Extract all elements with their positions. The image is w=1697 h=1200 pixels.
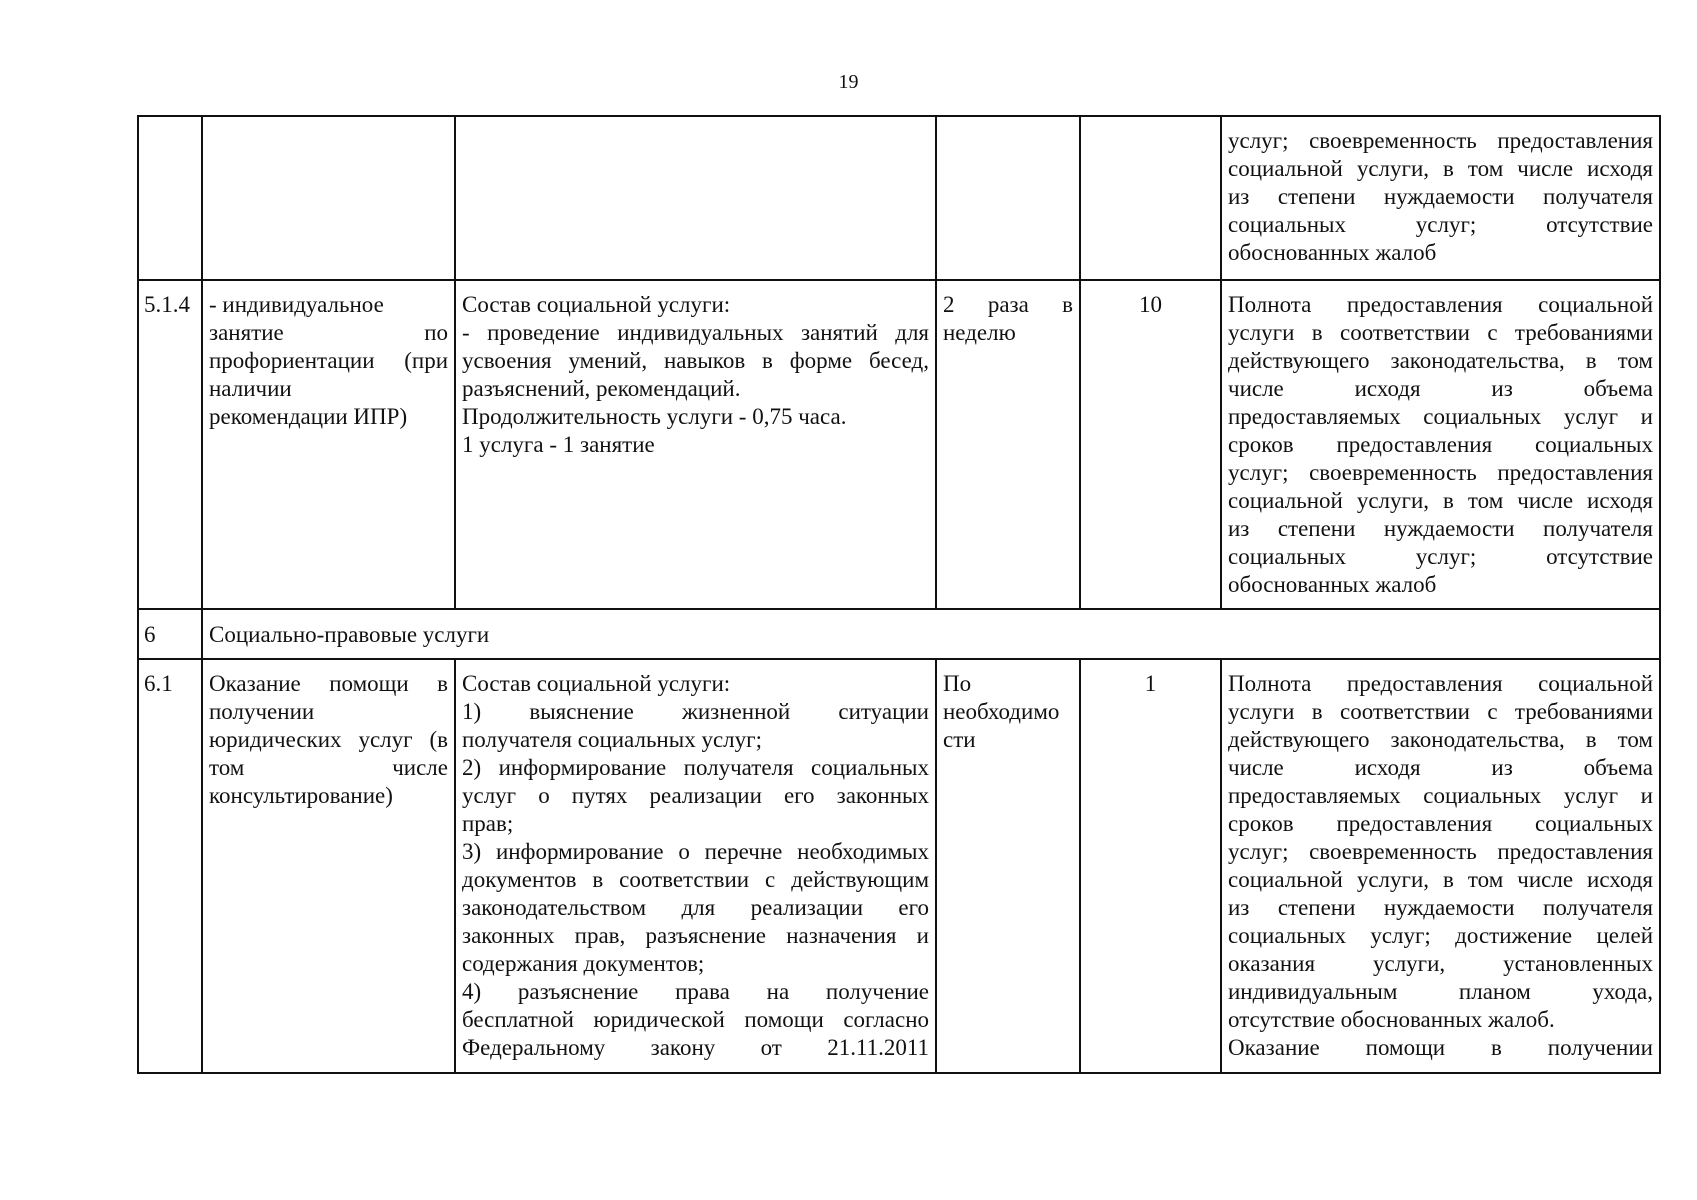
cell-quality — [1221, 659, 1660, 1073]
quality-line: социальной услуги, в том числе исходя — [1228, 488, 1653, 513]
content-line: законных прав, разъяснение назначения и — [462, 923, 929, 948]
table-row — [138, 659, 1660, 1073]
name-line: получении — [209, 699, 315, 724]
period-line: сти — [943, 727, 976, 752]
quality-line: услуг; своевременность предоставления — [1228, 839, 1653, 864]
quality-line: социальных услуг; отсутствие — [1228, 212, 1653, 237]
cell-period — [936, 659, 1080, 1073]
name-line: занятие по — [209, 320, 448, 345]
quality-line: услуг; своевременность предоставления — [1228, 128, 1653, 153]
quality-line: Полнота предоставления социальной — [1228, 292, 1653, 317]
content-line: Продолжительность услуги - 0,75 часа. — [462, 404, 847, 429]
content-line: услуг о путях реализации его законных — [462, 783, 929, 808]
quality-line: оказания услуги, установленных — [1228, 951, 1653, 976]
name-line: том числе — [209, 755, 448, 780]
cell-number: 5.1.4 — [138, 280, 202, 609]
cell-period — [936, 116, 1080, 280]
cell-service-name — [202, 116, 455, 280]
table-row — [138, 116, 1660, 280]
cell-service-content — [455, 116, 936, 280]
quality-line: предоставляемых социальных услуг и — [1228, 783, 1653, 808]
quality-line: числе исходя из объема — [1228, 755, 1653, 780]
cell-volume: 1 — [1080, 659, 1221, 1073]
quality-line: сроков предоставления социальных — [1228, 811, 1653, 836]
cell-number — [138, 116, 202, 280]
name-line: рекомендации ИПР) — [209, 404, 408, 429]
content-line: получателя социальных услуг; — [462, 727, 762, 752]
page-number: 19 — [838, 71, 859, 93]
quality-line: услуг; своевременность предоставления — [1228, 460, 1653, 485]
table-row — [138, 280, 1660, 609]
quality-line: предоставляемых социальных услуг и — [1228, 404, 1653, 429]
cell-volume: 10 — [1080, 280, 1221, 609]
quality-line: из степени нуждаемости получателя — [1228, 895, 1653, 920]
content-line: законодательством для реализации его — [462, 895, 929, 920]
cell-number: 6.1 — [138, 659, 202, 1073]
quality-line: из степени нуждаемости получателя — [1228, 516, 1653, 541]
quality-line: социальной услуги, в том числе исходя — [1228, 156, 1653, 181]
content-line: усвоения умений, навыков в форме бесед, — [462, 348, 929, 373]
cell-service-content — [455, 280, 936, 609]
cell-service-name — [202, 280, 455, 609]
cell-volume — [1080, 116, 1221, 280]
quality-line: услуги в соответствии с требованиями — [1228, 320, 1653, 345]
name-line: консультирование) — [209, 783, 393, 808]
cell-service-content — [455, 659, 936, 1073]
quality-line: Оказание помощи в получении — [1228, 1035, 1653, 1060]
quality-line: действующего законодательства, в том — [1228, 727, 1653, 752]
content-line: 3) информирование о перечне необходимых — [462, 839, 929, 864]
content-line: разъяснений, рекомендаций. — [462, 376, 741, 401]
period-line: 2 раза в — [943, 292, 1073, 317]
quality-line: числе исходя из объема — [1228, 376, 1653, 401]
quality-line: обоснованных жалоб — [1228, 572, 1437, 597]
cell-number: 6 — [138, 609, 202, 659]
quality-line: индивидуальным планом ухода, — [1228, 979, 1653, 1004]
content-line: прав; — [462, 811, 514, 836]
quality-line: сроков предоставления социальных — [1228, 432, 1653, 457]
period-line: неделю — [943, 320, 1016, 345]
content-line: бесплатной юридической помощи согласно — [462, 1007, 929, 1032]
content-line: Федеральному закону от 21.11.2011 — [462, 1035, 929, 1060]
cell-quality — [1221, 116, 1660, 280]
period-line: необходимо — [943, 699, 1060, 724]
cell-period — [936, 280, 1080, 609]
quality-line: социальных услуг; отсутствие — [1228, 544, 1653, 569]
services-table — [137, 115, 1661, 1074]
table-row — [138, 609, 1660, 659]
name-line: профориентации (при — [209, 348, 448, 373]
name-line: Оказание помощи в — [209, 671, 448, 696]
cell-service-name — [202, 659, 455, 1073]
quality-line: Полнота предоставления социальной — [1228, 671, 1653, 696]
quality-line: социальных услуг; достижение целей — [1228, 923, 1653, 948]
name-line: - индивидуальное — [209, 292, 384, 317]
quality-line: из степени нуждаемости получателя — [1228, 184, 1653, 209]
section-title: Социально-правовые услуги — [202, 609, 1660, 659]
quality-line: действующего законодательства, в том — [1228, 348, 1653, 373]
content-line: документов в соответствии с действующим — [462, 867, 929, 892]
content-line: 1 услуга - 1 занятие — [462, 432, 655, 457]
content-line: Состав социальной услуги: — [462, 292, 731, 317]
content-line: содержания документов; — [462, 951, 705, 976]
content-line: 2) информирование получателя социальных — [462, 755, 929, 780]
quality-line: отсутствие обоснованных жалоб. — [1228, 1007, 1555, 1032]
quality-line: социальной услуги, в том числе исходя — [1228, 867, 1653, 892]
cell-quality — [1221, 280, 1660, 609]
content-line: - проведение индивидуальных занятий для — [462, 320, 929, 345]
quality-line: обоснованных жалоб — [1228, 240, 1437, 265]
period-line: По — [943, 671, 972, 696]
quality-line: услуги в соответствии с требованиями — [1228, 699, 1653, 724]
content-line: 4) разъяснение права на получение — [462, 979, 929, 1004]
name-line: наличии — [209, 376, 292, 401]
name-line: юридических услуг (в — [209, 727, 448, 752]
content-line: Состав социальной услуги: — [462, 671, 731, 696]
content-line: 1) выяснение жизненной ситуации — [462, 699, 929, 724]
